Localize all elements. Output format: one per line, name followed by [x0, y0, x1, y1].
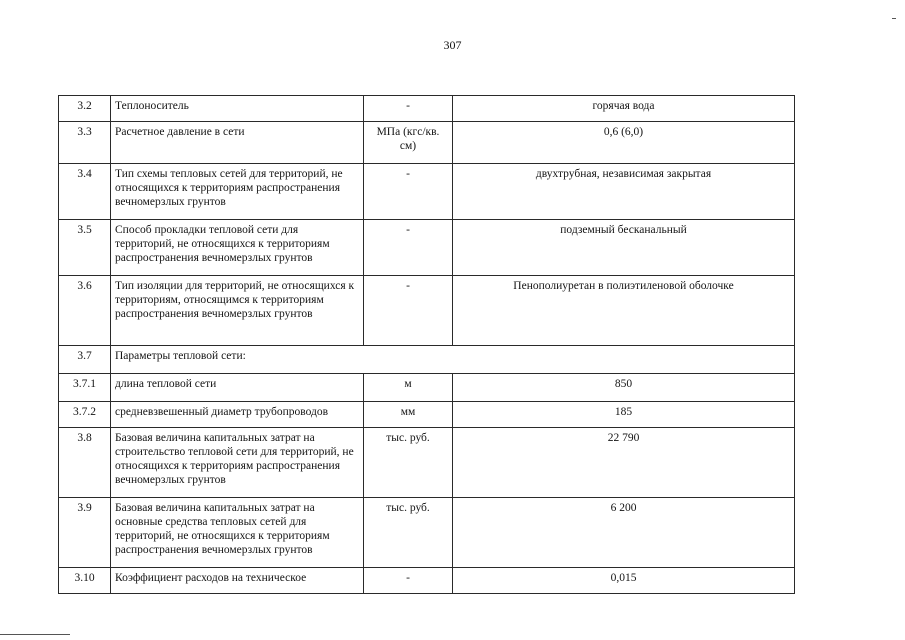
row-parameter: средневзвешенный диаметр трубопроводов	[111, 402, 364, 428]
parameters-table	[58, 95, 795, 594]
table-row	[59, 402, 795, 428]
scan-artifact	[892, 18, 896, 19]
page-number: 307	[443, 38, 462, 52]
row-value: Пенополиуретан в полиэтиленовой оболочке	[453, 276, 795, 346]
row-number: 3.8	[59, 428, 111, 498]
row-parameter: Параметры тепловой сети:	[111, 346, 795, 374]
row-number: 3.2	[59, 96, 111, 122]
row-number: 3.3	[59, 122, 111, 164]
row-parameter: Теплоноситель	[111, 96, 364, 122]
row-parameter: длина тепловой сети	[111, 374, 364, 402]
table-row	[59, 220, 795, 276]
row-number: 3.7.2	[59, 402, 111, 428]
row-unit: -	[364, 164, 453, 220]
row-number: 3.7	[59, 346, 111, 374]
row-value: горячая вода	[453, 96, 795, 122]
row-number: 3.5	[59, 220, 111, 276]
row-number: 3.9	[59, 498, 111, 568]
row-parameter: Базовая величина капитальных затрат на основные средства тепловых сетей для территорий, не относящихся к территориям распространения вечномерзлых грунтов	[111, 498, 364, 568]
row-unit: тыс. руб.	[364, 428, 453, 498]
row-parameter: Тип схемы тепловых сетей для территорий, не относящихся к территориям распространения вечномерзлых грунтов	[111, 164, 364, 220]
row-parameter: Тип изоляции для территорий, не относящихся к территориям, относящимся к территориям распространения вечномерзлых грунтов	[111, 276, 364, 346]
row-unit: тыс. руб.	[364, 498, 453, 568]
row-value: 22 790	[453, 428, 795, 498]
row-value: двухтрубная, независимая закрытая	[453, 164, 795, 220]
table-row	[59, 164, 795, 220]
row-value: 6 200	[453, 498, 795, 568]
row-number: 3.6	[59, 276, 111, 346]
row-unit: -	[364, 96, 453, 122]
row-parameter: Базовая величина капитальных затрат на строительство тепловой сети для территорий, не относящихся к территориям распространения вечномерзлых грунтов	[111, 428, 364, 498]
row-parameter: Способ прокладки тепловой сети для территорий, не относящихся к территориям распространения вечномерзлых грунтов	[111, 220, 364, 276]
row-unit: мм	[364, 402, 453, 428]
row-unit: МПа (кгс/кв. см)	[364, 122, 453, 164]
row-value: 0,015	[453, 568, 795, 594]
row-parameter: Коэффициент расходов на техническое	[111, 568, 364, 594]
row-value: 0,6 (6,0)	[453, 122, 795, 164]
table-row-section	[59, 346, 795, 374]
table-row	[59, 498, 795, 568]
row-number: 3.10	[59, 568, 111, 594]
row-number: 3.4	[59, 164, 111, 220]
row-unit: м	[364, 374, 453, 402]
row-number: 3.7.1	[59, 374, 111, 402]
table-row	[59, 96, 795, 122]
row-value: 850	[453, 374, 795, 402]
scan-artifact	[0, 634, 70, 635]
table-row	[59, 276, 795, 346]
row-value: 185	[453, 402, 795, 428]
row-parameter: Расчетное давление в сети	[111, 122, 364, 164]
table-row	[59, 122, 795, 164]
row-unit: -	[364, 568, 453, 594]
table-row	[59, 568, 795, 594]
row-value: подземный бесканальный	[453, 220, 795, 276]
row-unit: -	[364, 220, 453, 276]
table-row	[59, 428, 795, 498]
row-unit: -	[364, 276, 453, 346]
table-row	[59, 374, 795, 402]
